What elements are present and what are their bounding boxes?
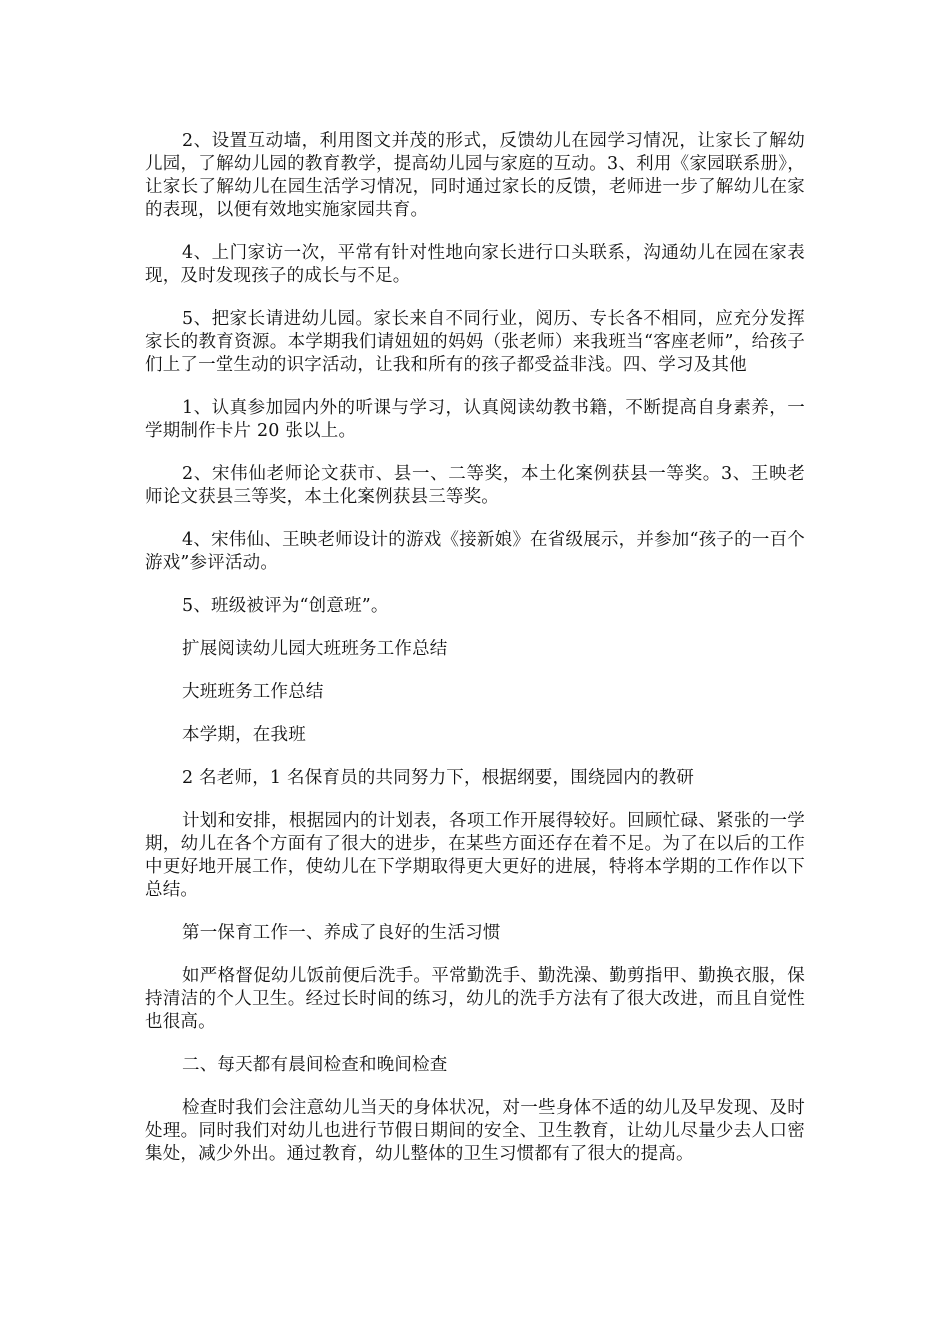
heading-daily-checks: 二、每天都有晨间检查和晚间检查 [182,1055,448,1075]
paragraph-home-visit: 4、上门家访一次，平常有针对性地向家长进行口头联系，沟通幼儿在园在家表现，及时发现孩子的成长与不足。 [145,243,805,286]
paragraph-this-semester: 本学期，在我班 [182,725,306,745]
paragraph-class-honor: 5、班级被评为“创意班”。 [182,596,389,616]
paragraph-hand-washing: 如严格督促幼儿饭前便后洗手。平常勤洗手、勤洗澡、勤剪指甲、勤换衣服，保持清洁的个人卫生。经过长时间的练习，幼儿的洗手方法有了很大改进，而且自觉性也很高。 [145,966,805,1032]
paragraph-interaction-wall: 2、设置互动墙，利用图文并茂的形式，反馈幼儿在园学习情况，让家长了解幼儿园，了解幼儿园的教育教学，提高幼儿园与家庭的互动。3、利用《家园联系册》，让家长了解幼儿在园生活学习情况，同时通过家长的反馈，老师进一步了解幼儿在家的表现，以便有效地实施家园共育。 [145,131,805,220]
paragraph-awards: 2、宋伟仙老师论文获市、县一、二等奖，本土化案例获县一等奖。3、王映老师论文获县三等奖，本土化案例获县三等奖。 [145,464,805,507]
paragraph-game-design: 4、宋伟仙、王映老师设计的游戏《接新娘》在省级展示，并参加“孩子的一百个游戏”参评活动。 [145,530,805,573]
paragraph-study: 1、认真参加园内外的听课与学习，认真阅读幼教书籍，不断提高自身素养，一学期制作卡片 20 张以上。 [145,398,805,441]
paragraph-invite-parents: 5、把家长请进幼儿园。家长来自不同行业，阅历、专长各不相同，应充分发挥家长的教育资源。本学期我们请妞妞的妈妈（张老师）来我班当“客座老师”，给孩子们上了一堂生动的识字活动，让我和所有的孩子都受益非浅。四、学习及其他 [145,309,805,375]
paragraph-teachers: 2 名老师，1 名保育员的共同努力下，根据纲要，围绕园内的教研 [182,768,695,788]
heading-care-work: 第一保育工作一、养成了良好的生活习惯 [182,923,501,943]
heading-class-summary: 大班班务工作总结 [182,682,324,702]
paragraph-plan: 计划和安排，根据园内的计划表，各项工作开展得较好。回顾忙碌、紧张的一学期，幼儿在各个方面有了很大的进步，在某些方面还存在着不足。为了在以后的工作中更好地开展工作，使幼儿在下学期取得更大更好的进展，特将本学期的工作作以下总结。 [145,811,805,900]
document-page [145,130,805,1186]
paragraph-health-checks: 检查时我们会注意幼儿当天的身体状况，对一些身体不适的幼儿及早发现、及时处理。同时我们对幼儿也进行节假日期间的安全、卫生教育，让幼儿尽量少去人口密集处，减少外出。通过教育，幼儿整体的卫生习惯都有了很大的提高。 [145,1098,805,1164]
heading-extended-reading: 扩展阅读幼儿园大班班务工作总结 [182,639,448,659]
